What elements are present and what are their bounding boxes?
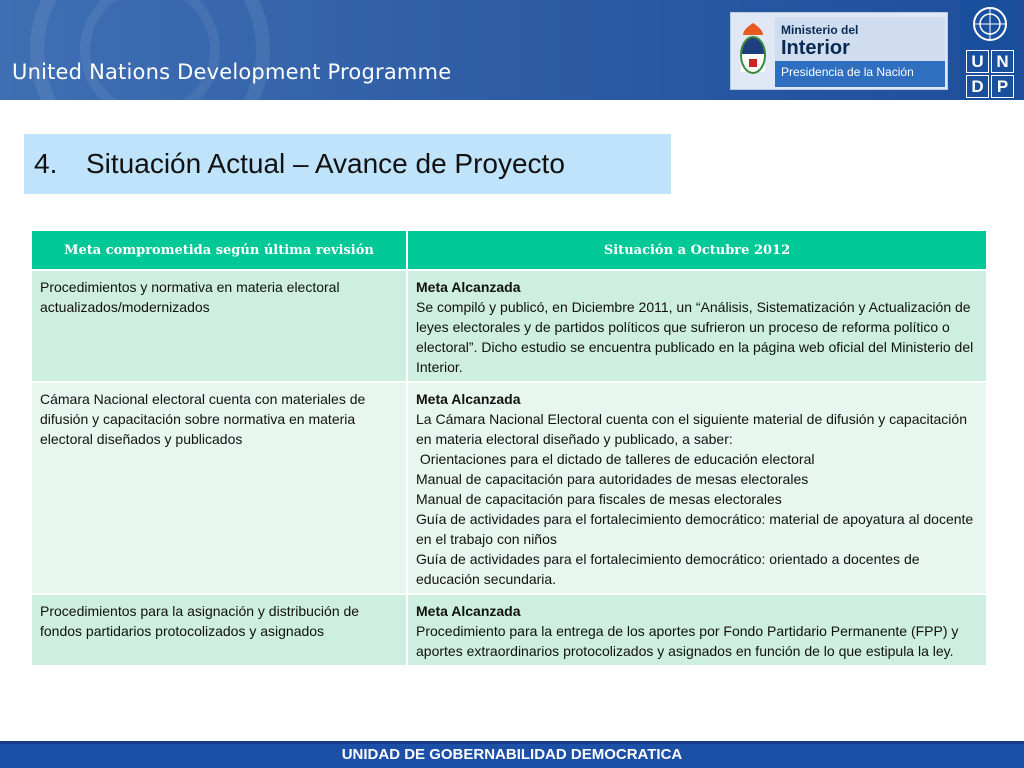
goal-text: Procedimientos y normativa en materia electoral actualizados/modernizados [40, 279, 340, 315]
slide-title [24, 134, 671, 194]
undp-letter: D [966, 75, 989, 98]
argentina-coat-of-arms-icon [737, 21, 769, 83]
un-emblem-icon [970, 4, 1010, 44]
footer-bar [0, 741, 1024, 768]
footer-text: UNIDAD DE GOBERNABILIDAD DEMOCRATICA [341, 746, 683, 763]
ministry-line2: Interior [781, 37, 850, 59]
detail-item: Manual de capacitación para fiscales de mesas electorales [416, 491, 782, 507]
header-status: Situación a Octubre 2012 [407, 230, 987, 270]
ministry-line1: Ministerio del [781, 23, 859, 37]
header-goal: Meta comprometida según última revisión [31, 230, 407, 270]
goal-text: Procedimientos para la asignación y distribución de fondos partidarios protocolizados y asignados [40, 603, 360, 639]
detail-text: La Cámara Nacional Electoral cuenta con el siguiente material de difusión y capacitación en materia electoral diseñado y publicado, a saber: [416, 411, 967, 447]
table-header-row [31, 230, 987, 270]
progress-table [30, 229, 988, 667]
slide-number: 4. [34, 148, 58, 179]
goal-cell [31, 270, 407, 382]
slide-title-text: Situación Actual – Avance de Proyecto [86, 148, 565, 179]
detail-item: Guía de actividades para el fortalecimiento democrático: orientado a docentes de educación secundaria. [416, 551, 920, 587]
detail-item: Orientaciones para el dictado de talleres de educación electoral [416, 451, 815, 467]
status-cell [407, 270, 987, 382]
detail-text: Procedimiento para la entrega de los aportes por Fondo Partidario Permanente (FPP) y aportes extraordinarios protocolizados y asignados en función de lo que estipula la ley. [416, 623, 959, 659]
status-label: Meta Alcanzada [416, 603, 521, 619]
table-row [31, 270, 987, 382]
goal-cell [31, 382, 407, 594]
detail-item: Guía de actividades para el fortalecimiento democrático: material de apoyatura al docente en el trabajo con niños [416, 511, 974, 547]
goal-text: Cámara Nacional electoral cuenta con materiales de difusión y capacitación sobre normativa en materia electoral diseñados y publicados [40, 391, 366, 447]
detail-item: Manual de capacitación para autoridades de mesas electorales [416, 471, 809, 487]
undp-letter-grid [966, 50, 1014, 98]
status-cell [407, 594, 987, 666]
program-title: United Nations Development Programme [12, 60, 452, 84]
undp-letter: U [966, 50, 989, 73]
ministry-line3: Presidencia de la Nación [781, 65, 914, 79]
undp-logo [960, 0, 1020, 100]
detail-text: Se compiló y publicó, en Diciembre 2011, un “Análisis, Sistematización y Actualización de leyes electorales y de partidos políticos que sufrieron un proceso de reforma político o electoral”. Dicho estudio se encuentra publicado en la página web oficial del Ministerio del Interior. [416, 299, 974, 375]
table-row [31, 594, 987, 666]
un-emblem-watermark-inner-icon [80, 0, 220, 100]
undp-letter: N [991, 50, 1014, 73]
undp-letter: P [991, 75, 1014, 98]
ministry-logo [730, 12, 948, 90]
header-banner [0, 0, 1024, 100]
status-label: Meta Alcanzada [416, 279, 521, 295]
status-label: Meta Alcanzada [416, 391, 521, 407]
goal-cell [31, 594, 407, 666]
ministry-text-panel [775, 17, 945, 87]
table-row [31, 382, 987, 594]
status-cell [407, 382, 987, 594]
